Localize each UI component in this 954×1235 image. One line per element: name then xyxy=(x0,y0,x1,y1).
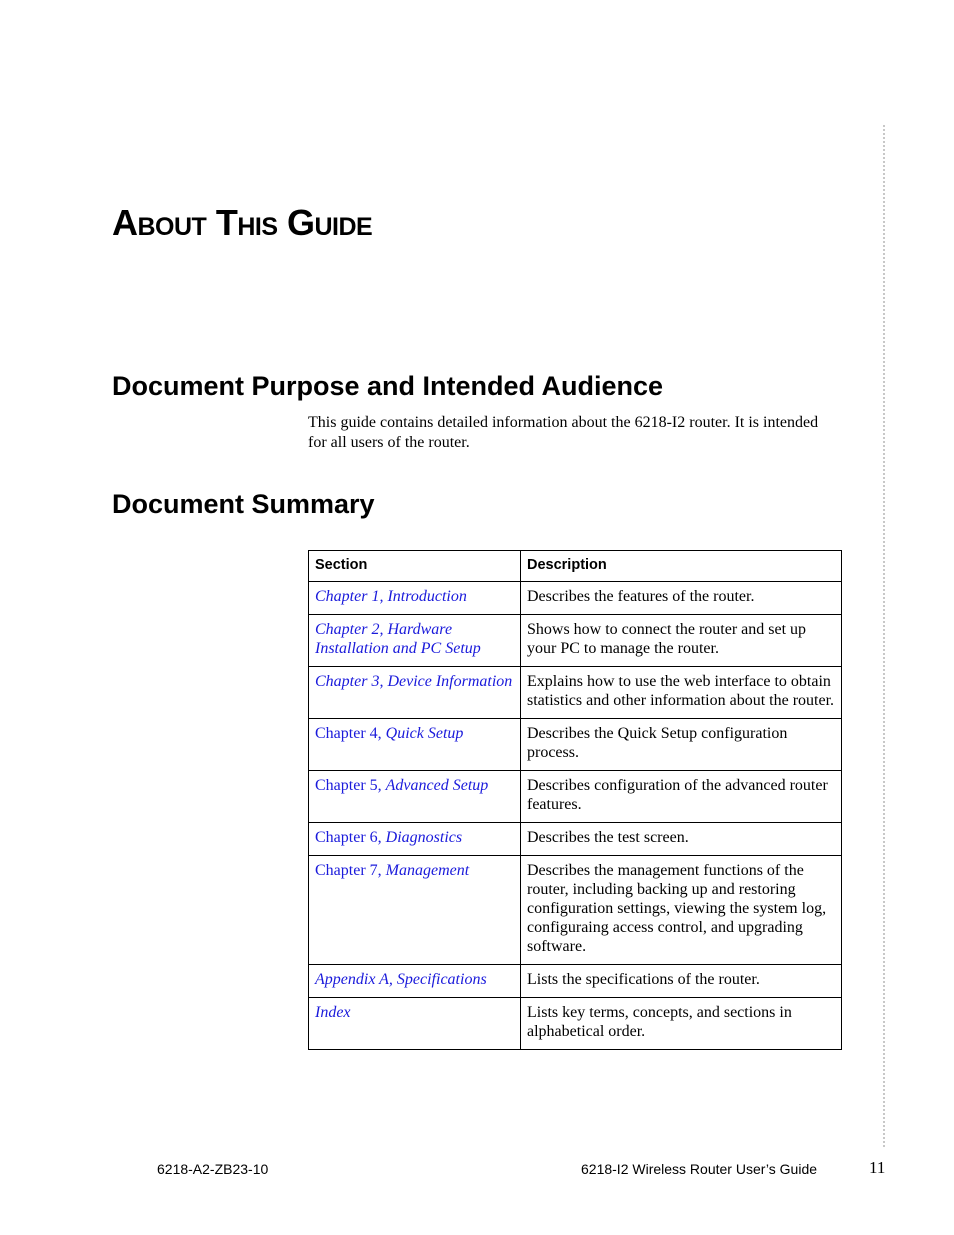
footer-doc-number: 6218-A2-ZB23-10 xyxy=(157,1161,269,1177)
description-cell: Describes the features of the router. xyxy=(521,582,842,615)
table-row xyxy=(309,771,842,823)
table-row xyxy=(309,615,842,667)
table-row xyxy=(309,823,842,856)
description-cell: Shows how to connect the router and set up your PC to manage the router. xyxy=(521,615,842,667)
column-header-section: Section xyxy=(309,551,521,582)
table-row xyxy=(309,965,842,998)
section-cell xyxy=(309,856,521,965)
section-cell xyxy=(309,667,521,719)
page-number: 11 xyxy=(869,1158,886,1177)
column-header-description: Description xyxy=(521,551,842,582)
section-cell xyxy=(309,823,521,856)
table-row xyxy=(309,719,842,771)
section-cell xyxy=(309,582,521,615)
table-row xyxy=(309,998,842,1050)
summary-heading: Document Summary xyxy=(112,489,375,519)
chapter-4-prefix: Chapter 4, xyxy=(315,725,386,742)
section-cell xyxy=(309,719,521,771)
chapter-7-link[interactable] xyxy=(315,862,469,879)
description-cell: Lists the specifications of the router. xyxy=(521,965,842,998)
description-cell: Describes the Quick Setup configuration process. xyxy=(521,719,842,771)
purpose-paragraph: This guide contains detailed information about the 6218-I2 router. It is intended for all users of the router. xyxy=(308,414,819,451)
chapter-7-prefix: Chapter 7, xyxy=(315,862,386,879)
section-cell xyxy=(309,998,521,1050)
section-cell xyxy=(309,965,521,998)
section-cell xyxy=(309,771,521,823)
chapter-5-title: Advanced Setup xyxy=(385,777,489,794)
chapter-6-prefix: Chapter 6, xyxy=(315,829,386,846)
chapter-6-title: Diagnostics xyxy=(385,829,463,846)
chapter-2-link[interactable]: Chapter 2, Hardware Installation and PC Setup xyxy=(315,621,481,657)
chapter-3-link[interactable]: Chapter 3, Device Information xyxy=(315,673,513,690)
chapter-1-link[interactable]: Chapter 1, Introduction xyxy=(315,588,467,605)
document-summary-table xyxy=(308,550,842,1050)
page-title: About This Guide xyxy=(112,202,373,243)
footer-guide-title: 6218-I2 Wireless Router User’s Guide xyxy=(581,1161,818,1177)
description-cell: Explains how to use the web interface to obtain statistics and other information about the router. xyxy=(521,667,842,719)
chapter-4-title: Quick Setup xyxy=(385,725,464,742)
description-cell: Describes the test screen. xyxy=(521,823,842,856)
description-cell: Lists key terms, concepts, and sections in alphabetical order. xyxy=(521,998,842,1050)
description-cell: Describes the management functions of the router, including backing up and restoring configuration settings, viewing the system log, configuraing access control, and upgrading software. xyxy=(521,856,842,965)
margin-dotted-rule xyxy=(883,125,885,1147)
chapter-5-link[interactable] xyxy=(315,777,488,794)
description-cell: Describes configuration of the advanced router features. xyxy=(521,771,842,823)
table-row xyxy=(309,856,842,965)
table-row xyxy=(309,667,842,719)
section-cell xyxy=(309,615,521,667)
appendix-a-link[interactable]: Appendix A, Specifications xyxy=(315,971,487,988)
chapter-7-title: Management xyxy=(385,862,470,879)
chapter-5-prefix: Chapter 5, xyxy=(315,777,386,794)
index-link[interactable]: Index xyxy=(315,1004,351,1021)
chapter-6-link[interactable] xyxy=(315,829,462,846)
table-header-row xyxy=(309,551,842,582)
chapter-4-link[interactable] xyxy=(315,725,463,742)
purpose-heading: Document Purpose and Intended Audience xyxy=(112,371,664,401)
table-row xyxy=(309,582,842,615)
